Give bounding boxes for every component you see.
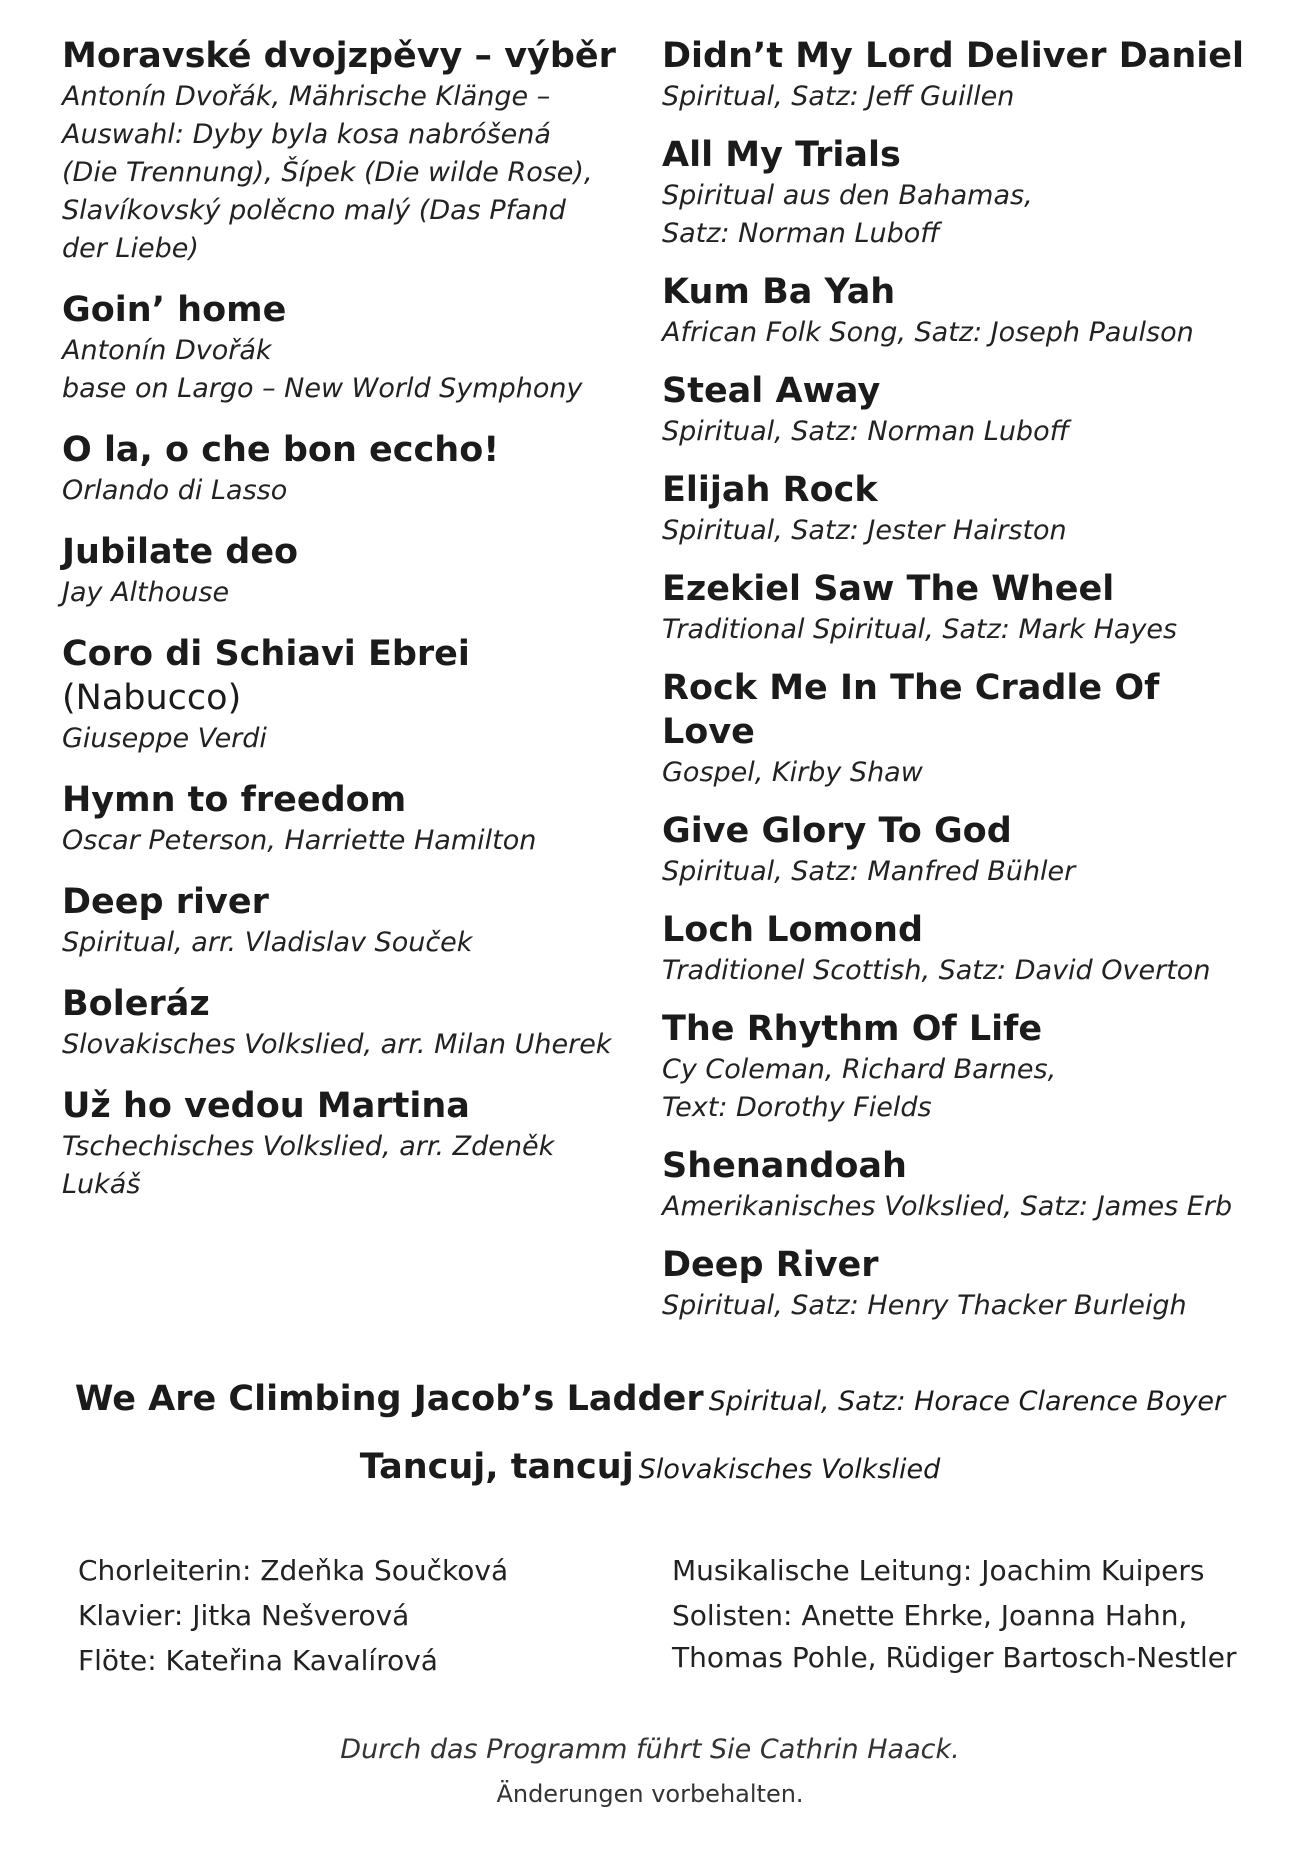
piece-title-line <box>62 632 622 720</box>
piece-the-rhythm-of-life <box>662 1007 1262 1127</box>
piece-title: Hymn to freedom <box>62 780 407 820</box>
piece-title: Moravské dvojzpěvy – výběr <box>62 36 616 76</box>
piece-subtitle: Spiritual, Satz: Norman Luboff <box>662 416 1070 447</box>
piece-didnt-my-lord-deliver-daniel <box>662 34 1262 116</box>
piece-boleraz <box>62 982 622 1064</box>
piece-title: Jubilate deo <box>62 532 299 572</box>
piece-title: Coro di Schiavi Ebrei <box>62 634 470 674</box>
piece-subtitle: Oscar Peterson, Harriette Hamilton <box>62 825 537 856</box>
piece-title: All My Trials <box>662 135 901 175</box>
piece-elijah-rock <box>662 468 1262 550</box>
piece-title-suffix: (Nabucco) <box>62 678 242 718</box>
piece-kum-ba-yah <box>662 270 1262 352</box>
piece-deep-river-burleigh <box>662 1243 1262 1325</box>
piece-title: Shenandoah <box>662 1146 907 1186</box>
piece-subtitle: Giuseppe Verdi <box>62 723 267 754</box>
piece-subtitle: Traditional Spiritual, Satz: Mark Hayes <box>662 614 1178 645</box>
piece-subtitle: Spiritual, Satz: Henry Thacker Burleigh <box>662 1290 1187 1321</box>
piece-title: Deep river <box>62 882 269 922</box>
piece-title: Tancuj, tancuj <box>359 1447 634 1487</box>
footer-note: Änderungen vorbehalten. <box>496 1780 804 1808</box>
piece-subtitle: Amerikanisches Volkslied, Satz: James Erb <box>662 1191 1233 1222</box>
piece-subtitle: Cy Coleman, Richard Barnes, Text: Dorothy Fields <box>662 1054 1057 1123</box>
piece-loch-lomond <box>662 908 1262 990</box>
closing-pieces <box>0 1368 1300 1504</box>
piece-ezekiel-saw-the-wheel <box>662 567 1262 649</box>
piece-title: Ezekiel Saw The Wheel <box>662 569 1115 609</box>
footer <box>0 1728 1300 1816</box>
piece-title: Boleráz <box>62 984 210 1024</box>
piece-subtitle: Tschechisches Volkslied, arr. Zdeněk Lukáš <box>62 1131 555 1200</box>
credit-flute: Flöte: Kateřina Kavalírová <box>78 1644 438 1677</box>
piece-all-my-trials <box>662 133 1262 253</box>
piece-subtitle: African Folk Song, Satz: Joseph Paulson <box>662 317 1194 348</box>
piece-subtitle: Antonín Dvořák base on Largo – New World Symphony <box>62 335 583 404</box>
piece-subtitle: Spiritual, Satz: Jester Hairston <box>662 515 1067 546</box>
piece-title: Rock Me In The Cradle Of Love <box>662 668 1160 752</box>
piece-title: The Rhythm Of Life <box>662 1009 1043 1049</box>
piece-title: Didn’t My Lord Deliver Daniel <box>662 36 1245 76</box>
piece-title: Steal Away <box>662 371 881 411</box>
piece-shenandoah <box>662 1144 1262 1226</box>
credit-soloists: Solisten: Anette Ehrke, Joanna Hahn, <box>672 1599 1188 1632</box>
credit-choir-director: Chorleiterin: Zdeňka Součková <box>78 1554 509 1587</box>
piece-uz-ho-vedou-martina <box>62 1084 622 1204</box>
credits-right <box>672 1548 1272 1677</box>
piece-goin-home <box>62 288 622 408</box>
footer-host-line: Durch das Programm führt Sie Cathrin Haack. <box>340 1734 960 1765</box>
piece-subtitle: Spiritual, arr. Vladislav Souček <box>62 927 473 958</box>
piece-o-la-o-che-bon-eccho <box>62 428 622 510</box>
piece-subtitle: Gospel, Kirby Shaw <box>662 757 923 788</box>
credits-left <box>78 1548 638 1683</box>
piece-subtitle: Orlando di Lasso <box>62 475 288 506</box>
piece-title: Goin’ home <box>62 290 287 330</box>
piece-title: We Are Climbing Jacob’s Ladder <box>74 1379 704 1419</box>
piece-subtitle: Spiritual, Satz: Horace Clarence Boyer <box>708 1386 1226 1417</box>
piece-moravske-dvojzpevy <box>62 34 622 268</box>
piece-hymn-to-freedom <box>62 778 622 860</box>
piece-subtitle: Traditionel Scottish, Satz: David Overton <box>662 955 1211 986</box>
piece-subtitle: Slovakisches Volkslied, arr. Milan Uherek <box>62 1029 612 1060</box>
piece-deep-river-soucek <box>62 880 622 962</box>
piece-title: Elijah Rock <box>662 470 878 510</box>
piece-subtitle: Jay Althouse <box>62 577 230 608</box>
credit-piano: Klavier: Jitka Nešverová <box>78 1599 410 1632</box>
credit-musical-director: Musikalische Leitung: Joachim Kuipers <box>672 1554 1205 1587</box>
piece-tancuj-tancuj <box>0 1436 1300 1504</box>
piece-rock-me-in-the-cradle-of-love <box>662 666 1262 792</box>
piece-subtitle: Spiritual, Satz: Jeff Guillen <box>662 81 1015 112</box>
piece-title: Deep River <box>662 1245 879 1285</box>
piece-jubilate-deo <box>62 530 622 612</box>
piece-subtitle: Antonín Dvořák, Mährische Klänge – Auswahl: Dyby byla kosa nabrόšená (Die Trennung), Šípek (Die wilde Rose), Slavíkovský polěcno malý (Das Pfand der Liebe) <box>62 81 593 264</box>
piece-jacobs-ladder <box>0 1368 1300 1436</box>
piece-title: O la, o che bon eccho! <box>62 430 500 470</box>
piece-steal-away <box>662 369 1262 451</box>
program-left-column <box>62 34 622 1224</box>
piece-coro-di-schiavi-ebrei <box>62 632 622 758</box>
piece-title: Give Glory To God <box>662 811 1012 851</box>
piece-title: Kum Ba Yah <box>662 272 896 312</box>
credit-soloists-continued: Thomas Pohle, Rüdiger Bartosch-Nestler <box>672 1641 1237 1674</box>
piece-give-glory-to-god <box>662 809 1262 891</box>
piece-subtitle: Spiritual, Satz: Manfred Bühler <box>662 856 1076 887</box>
piece-title: Už ho vedou Martina <box>62 1086 470 1126</box>
piece-title: Loch Lomond <box>662 910 924 950</box>
piece-subtitle: Spiritual aus den Bahamas, Satz: Norman Luboff <box>662 180 1033 249</box>
program-right-column <box>662 34 1262 1342</box>
piece-subtitle: Slovakisches Volkslied <box>638 1454 941 1485</box>
